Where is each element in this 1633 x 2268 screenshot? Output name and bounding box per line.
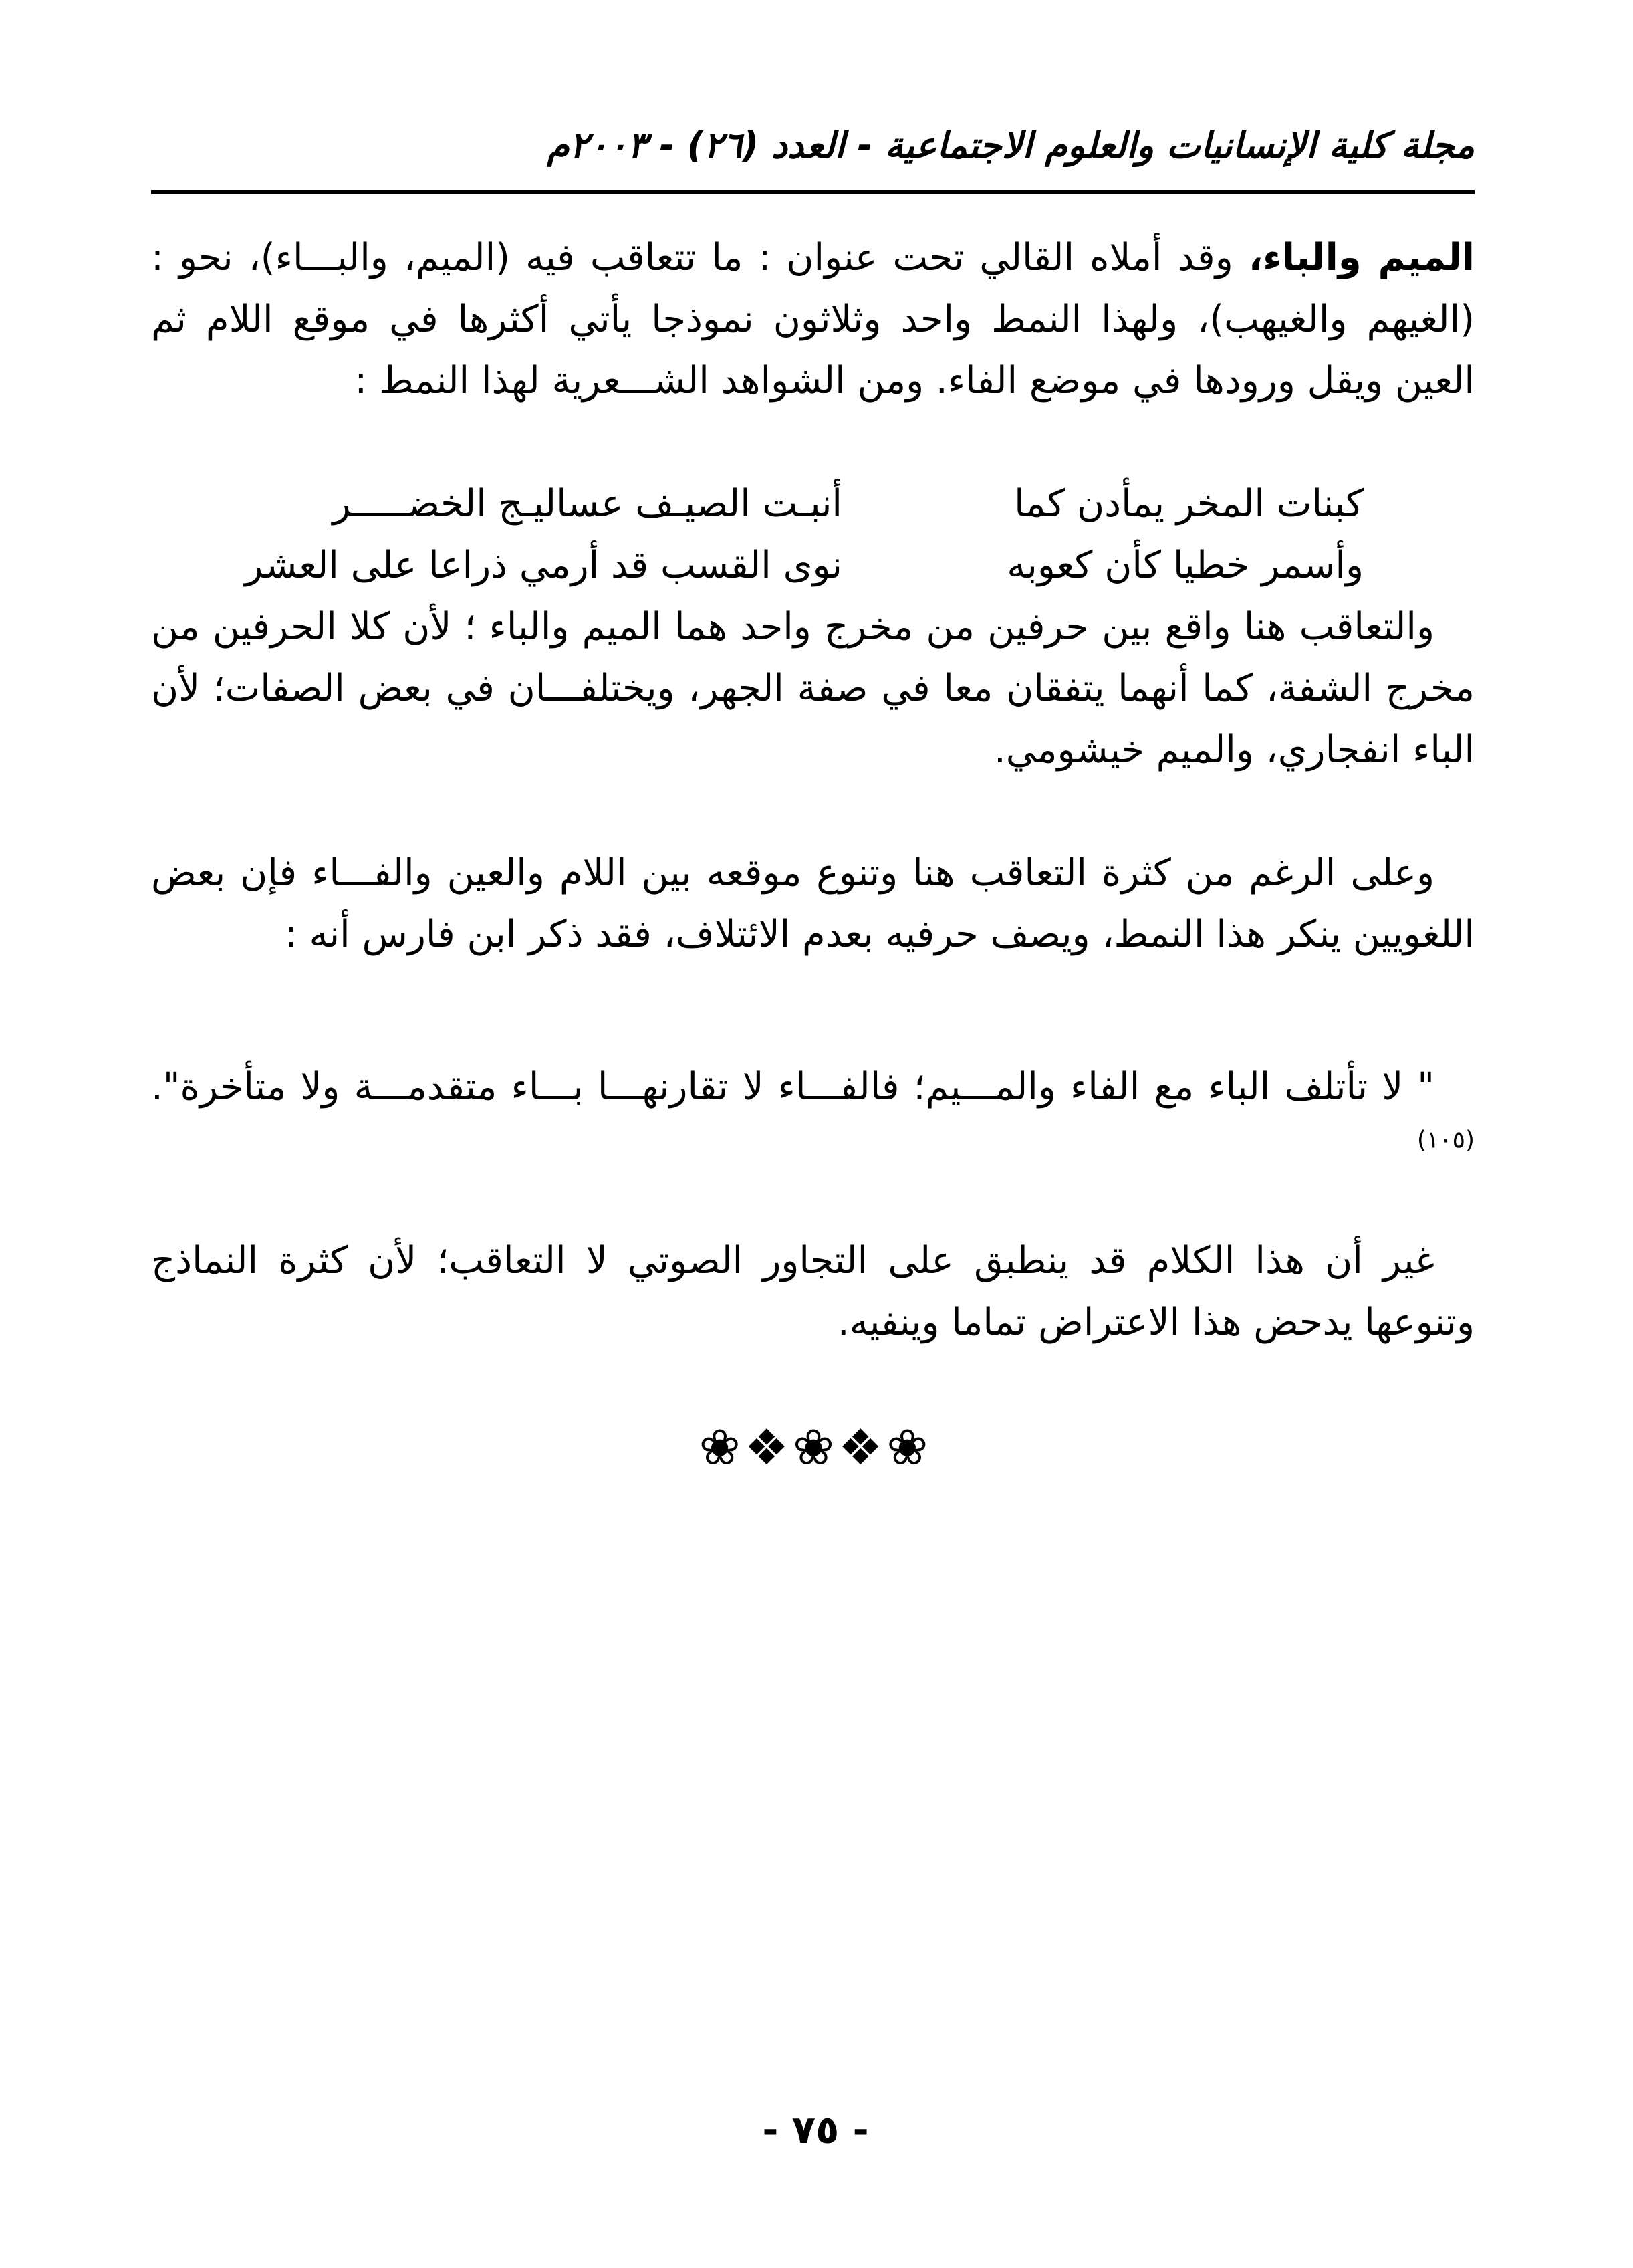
paragraph-objection: وعلى الرغم من كثرة التعاقب هنا وتنوع موقعه بين اللام والعين والفـــاء فإن بعض اللغويين ينكر هذا النمط، ويصف حرفيه بعدم الائتلاف، فقد ذكر ابن فارس أنه : — [151, 851, 1475, 956]
quotation — [151, 1056, 1475, 1179]
section-ornament: ❀❖❀❖❀ — [699, 1419, 932, 1476]
verse-line-2 — [174, 535, 1364, 596]
paragraph-conclusion: غير أن هذا الكلام قد ينطبق على التجاور الصوتي لا التعاقب؛ لأن كثرة النماذج وتنوعها يدحض هذا الاعتراض تماما وينفيه. — [151, 1239, 1475, 1344]
paragraph-intro-text: وقد أملاه القالي تحت عنوان : ما تتعاقب فيه (الميم، والبـــاء)، نحو : (الغيهم والغيهب)، ولهذا النمط واحد وثلاثون نموذجا يأتي أكثرها في موقع اللام ثم العين ويقل ورودها في موضع الفاء. ومن الشواهد الشـــعرية لهذا النمط : — [151, 236, 1475, 403]
header-divider — [151, 190, 1475, 194]
verse-1-second-hemistich: أنبـت الصيـف عساليـج الخضـــــر — [332, 482, 842, 526]
journal-header: مجلة كلية الإنسانيات والعلوم الاجتماعية - العدد (٢٦) - ٢٠٠٣م — [547, 124, 1475, 166]
verse-line-1 — [174, 473, 1364, 535]
footnote-reference: (١٠٥) — [1416, 1126, 1475, 1154]
verse-1-first-hemistich: كبنات المخر يمأدن كما — [1014, 482, 1364, 526]
verse-2-second-hemistich: نوى القسب قد أرمي ذراعا على العشر — [245, 544, 842, 587]
page-number: - ٧٥ - — [762, 2107, 869, 2152]
paragraph-intro — [151, 227, 1475, 412]
paragraph-articulation: والتعاقب هنا واقع بين حرفين من مخرج واحد هما الميم والباء ؛ لأن كلا الحرفين من مخرج الشفة، كما أنهما يتفقان معا في صفة الجهر، ويختلفـــان في بعض الصفات؛ لأن الباء انفجاري، والميم خيشومي. — [151, 605, 1475, 772]
verse-2-first-hemistich: وأسمر خطيا كأن كعوبه — [1007, 544, 1364, 587]
paragraph-intro-lead: الميم والباء، — [1248, 236, 1475, 279]
quotation-text: " لا تأتلف الباء مع الفاء والمـــيم؛ فالفـــاء لا تقارنهـــا بـــاء متقدمـــة ولا متأخرة". — [151, 1065, 1434, 1109]
